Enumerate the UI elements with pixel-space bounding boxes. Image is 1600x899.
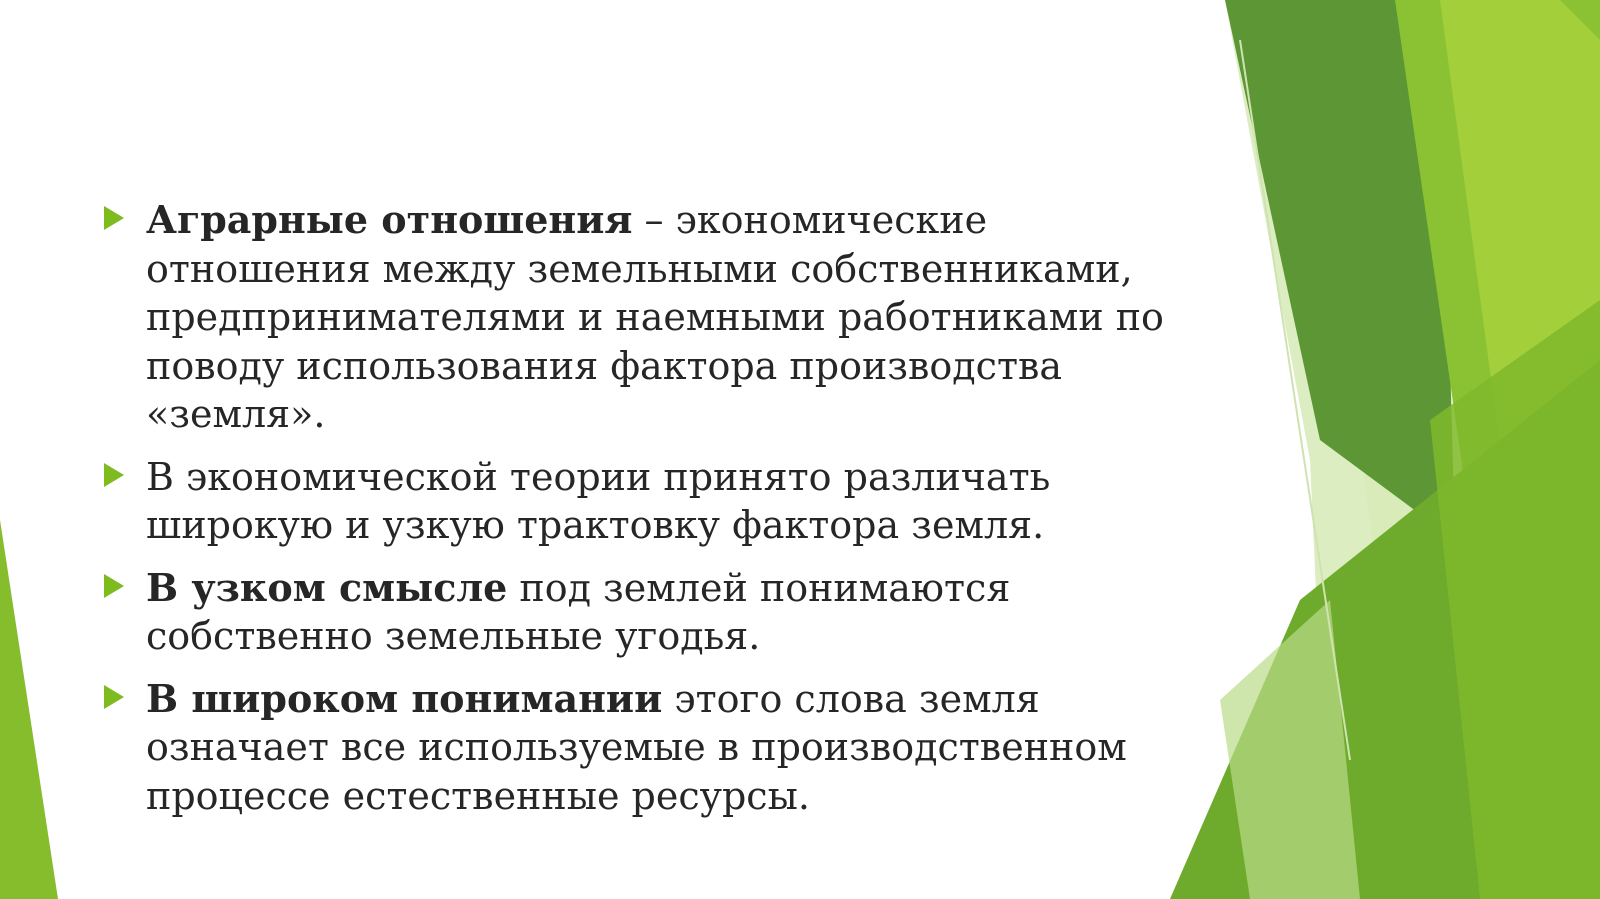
bullet-text: – экономические отношения между земельными собственниками, предпринимателями и наемными работниками по поводу использования фактора производства «земля». bbox=[146, 198, 1164, 436]
bullet-item bbox=[100, 675, 1210, 821]
bullet-list bbox=[100, 196, 1210, 834]
bullet-bold-text: В широком понимании bbox=[146, 675, 663, 721]
bullet-item bbox=[100, 453, 1210, 550]
triangle-bullet-icon bbox=[104, 574, 124, 598]
bullet-bold-text: Аграрные отношения bbox=[146, 197, 633, 242]
bullet-text: этого слова земля означает все используемые в производственном процессе естественные ресурсы. bbox=[146, 676, 1127, 818]
bullet-text: В экономической теории принято различать широкую и узкую трактовку фактора земля. bbox=[146, 454, 1051, 547]
bullet-text: под землей понимаются собственно земельные угодья. bbox=[146, 565, 1011, 658]
bullet-bold-text: В узком смысле bbox=[146, 564, 508, 610]
triangle-bullet-icon bbox=[104, 685, 124, 709]
bullet-item bbox=[100, 564, 1210, 661]
triangle-bullet-icon bbox=[104, 206, 124, 230]
triangle-bullet-icon bbox=[104, 463, 124, 487]
bullet-item bbox=[100, 196, 1210, 439]
